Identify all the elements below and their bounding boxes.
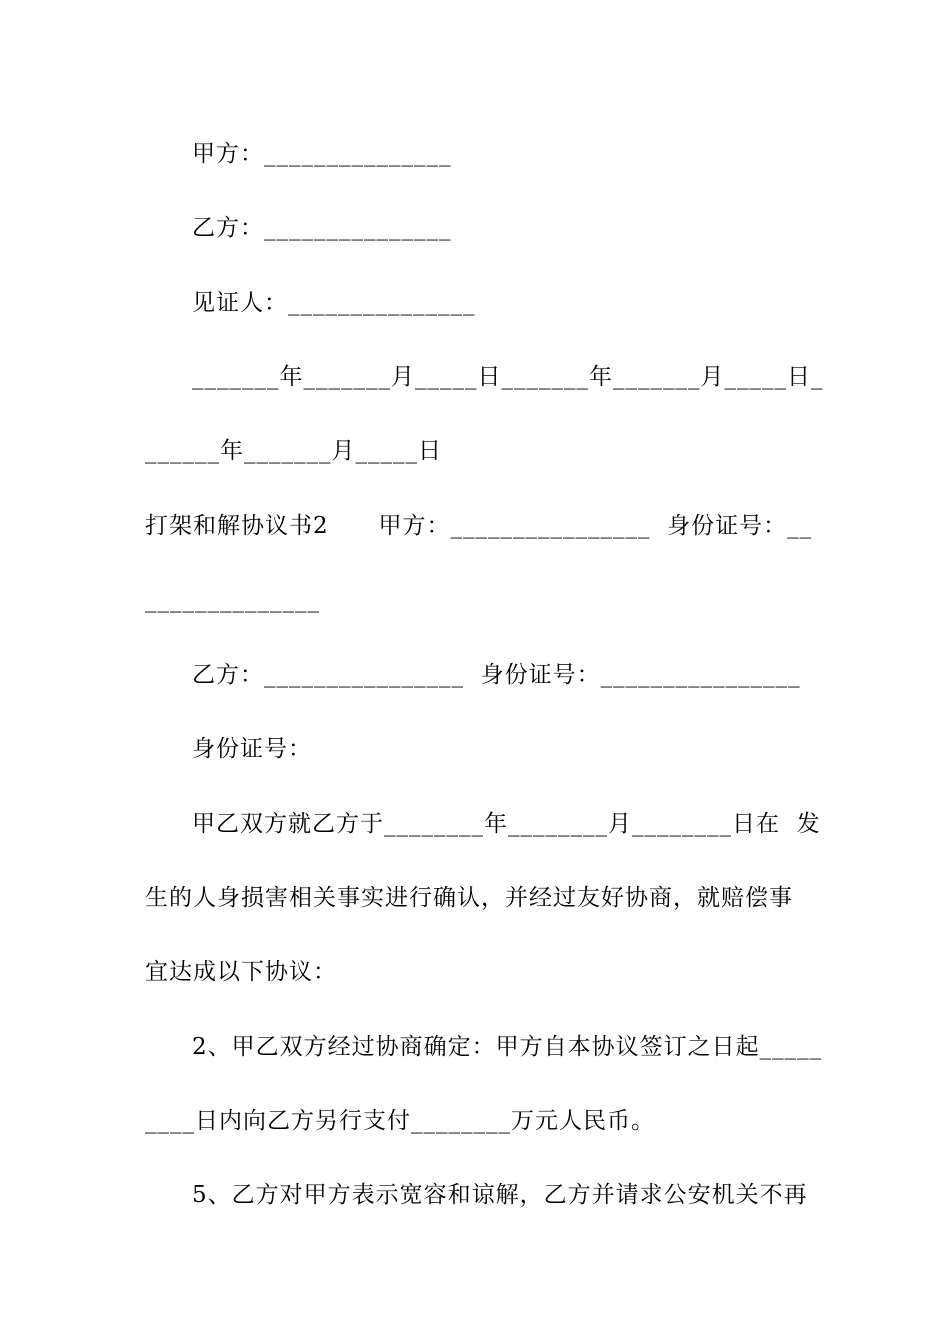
agreement-title-line: 打架和解协议书2 甲方：________________ 身份证号：__ <box>145 513 813 539</box>
party-b-id-line: 乙方：________________ 身份证号：________________ <box>192 662 801 688</box>
clause-2-line-2: ____日内向乙方另行支付________万元人民币。 <box>145 1108 655 1134</box>
paragraph-line-1: 甲乙双方就乙方于________年________月________日在 发 <box>192 811 821 837</box>
id-continuation-line: ______________ <box>145 587 320 613</box>
party-a-line: 甲方：_______________ <box>192 141 452 167</box>
clause-5-line-1: 5、乙方对甲方表示宽容和谅解，乙方并请求公安机关不再 <box>192 1182 808 1208</box>
party-b-line: 乙方：_______________ <box>192 215 452 241</box>
paragraph-line-2: 生的人身损害相关事实进行确认，并经过友好协商，就赔偿事 <box>145 885 793 911</box>
witness-line: 见证人：_______________ <box>192 290 476 316</box>
paragraph-line-3: 宜达成以下协议： <box>145 959 337 985</box>
date-line-1: _______年_______月_____日_______年_______月_____日_ <box>192 364 824 390</box>
id-number-line: 身份证号： <box>192 736 312 762</box>
date-line-2: ______年_______月_____日 <box>145 438 442 464</box>
clause-2-line-1: 2、甲乙双方经过协商确定：甲方自本协议签订之日起_____ <box>192 1034 823 1060</box>
